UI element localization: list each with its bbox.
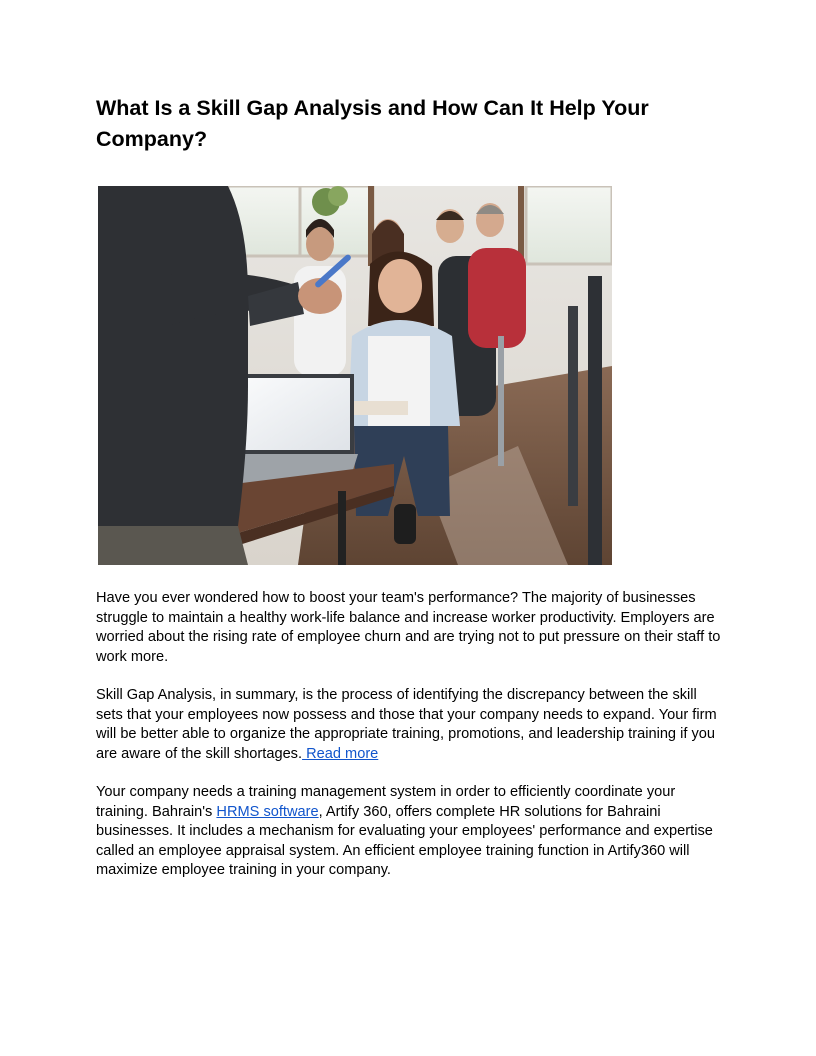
training-text-before: Your company needs a training management system in order to efficiently coordinate your training. Bahrain's	[96, 784, 676, 820]
training-text-after: , Artify 360, offers complete HR solutions for Bahraini businesses. It includes a mechanism for evaluating your employees' performance and expertise called an employee appraisal system. An efficient employee training function in Artify360 will maximize employee training in your company.	[96, 803, 713, 878]
classroom-photo-icon	[98, 186, 612, 565]
intro-paragraph	[96, 589, 726, 667]
intro-text: Have you ever wondered how to boost your team's performance? The majority of businesses struggle to maintain a healthy work-life balance and increase worker productivity. Employers are worried about the rising rate of employee churn and are trying not to put pressure on their staff to work more.	[96, 590, 721, 665]
read-more-link[interactable]: Read more	[302, 745, 379, 762]
training-paragraph	[96, 783, 726, 881]
hrms-software-link[interactable]: HRMS software	[216, 803, 319, 820]
skill-gap-paragraph	[96, 686, 726, 764]
hero-image	[98, 186, 612, 565]
page-title: What Is a Skill Gap Analysis and How Can It Help Your Company?	[96, 96, 649, 151]
skill-gap-text: Skill Gap Analysis, in summary, is the process of identifying the discrepancy between the skill sets that your employees now possess and those that your company needs to expand. Your firm will be better able to organize the appropriate training, promotions, and leadership training if you are aware of the skill shortages.	[96, 687, 717, 762]
